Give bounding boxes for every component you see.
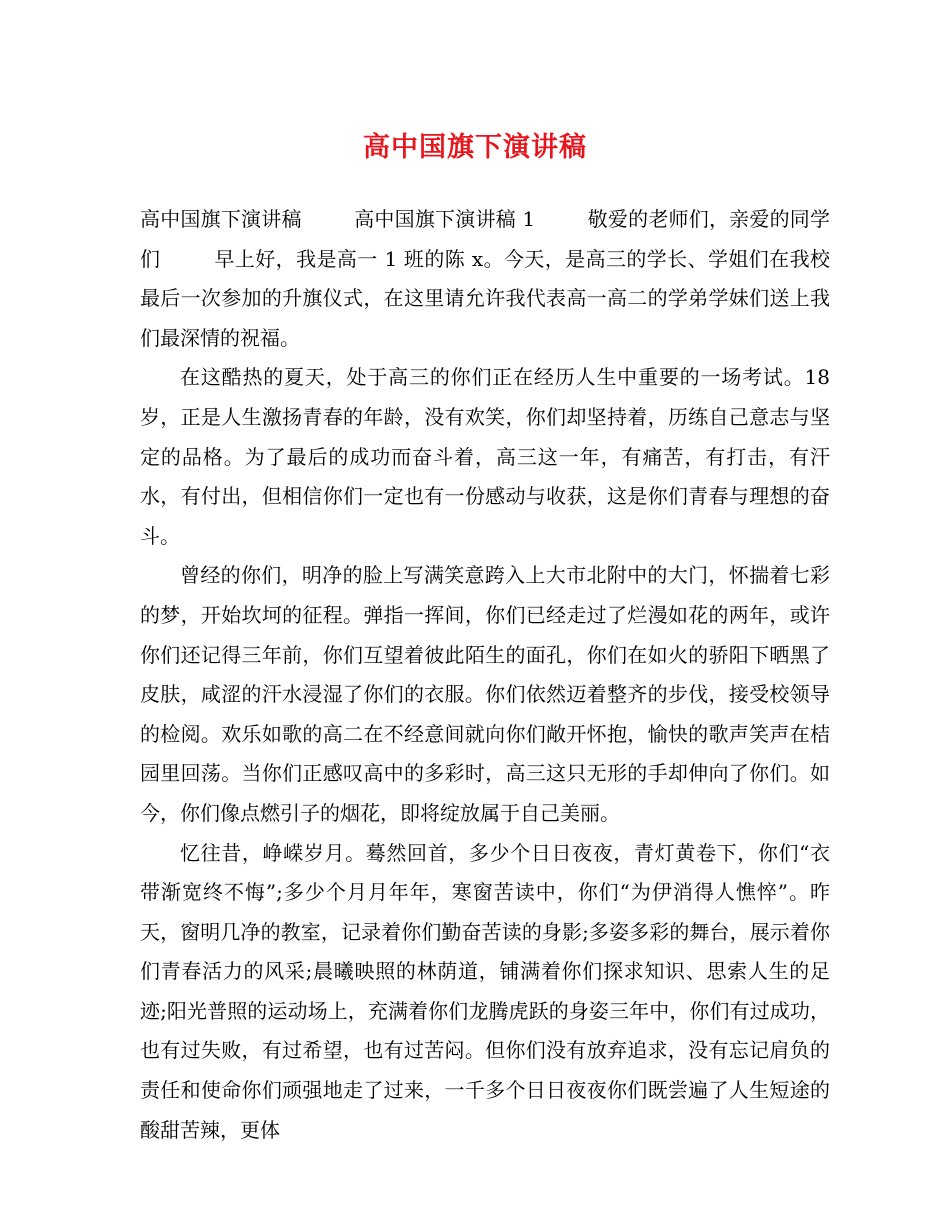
document-body	[140, 200, 837, 1150]
document-title: 高中国旗下演讲稿	[363, 132, 587, 163]
paragraph-3: 曾经的你们，明净的脸上写满笑意跨入上大市北附中的大门，怀揣着七彩的梦，开始坎坷的征程。弹指一挥间，你们已经走过了烂漫如花的两年，或许你们还记得三年前，你们互望着彼此陌生的面孔，你们在如火的骄阳下晒黑了皮肤，咸涩的汗水浸湿了你们的衣服。你们依然迈着整齐的步伐，接受校领导的检阅。欢乐如歌的高二在不经意间就向你们敞开怀抱，愉快的歌声笑声在桔园里回荡。当你们正感叹高中的多彩时，高三这只无形的手却伸向了你们。如今，你们像点燃引子的烟花，即将绽放属于自己美丽。	[140, 563, 830, 825]
paragraph-1: 高中国旗下演讲稿 高中国旗下演讲稿 1 敬爱的老师们，亲爱的同学们 早上好，我是高一 1 班的陈 x。今天，是高三的学长、学姐们在我校最后一次参加的升旗仪式，在这里请允许我代表高一高二的学弟学妹们送上我们最深情的祝福。	[140, 207, 830, 350]
paragraph-4: 忆往昔，峥嵘岁月。蓦然回首，多少个日日夜夜，青灯黄卷下，你们“衣带渐宽终不悔”;多少个月月年年，寒窗苦读中，你们“为伊消得人憔悴”。昨天，窗明几净的教室，记录着你们勤奋苦读的身影;多姿多彩的舞台，展示着你们青春活力的风采;晨曦映照的林荫道，铺满着你们探求知识、思索人生的足迹;阳光普照的运动场上，充满着你们龙腾虎跃的身姿三年中，你们有过成功，也有过失败，有过希望，也有过苦闷。但你们没有放弃追求，没有忘记肩负的责任和使命你们顽强地走了过来，一千多个日日夜夜你们既尝遍了人生短途的酸甜苦辣，更体	[140, 840, 830, 1142]
paragraph-2: 在这酷热的夏天，处于高三的你们正在经历人生中重要的一场考试。18 岁，正是人生激扬青春的年龄，没有欢笑，你们却坚持着，历练自己意志与坚定的品格。为了最后的成功而奋斗着，高三这一年，有痛苦，有打击，有汗水，有付出，但相信你们一定也有一份感动与收获，这是你们青春与理想的奋斗。	[140, 365, 837, 548]
